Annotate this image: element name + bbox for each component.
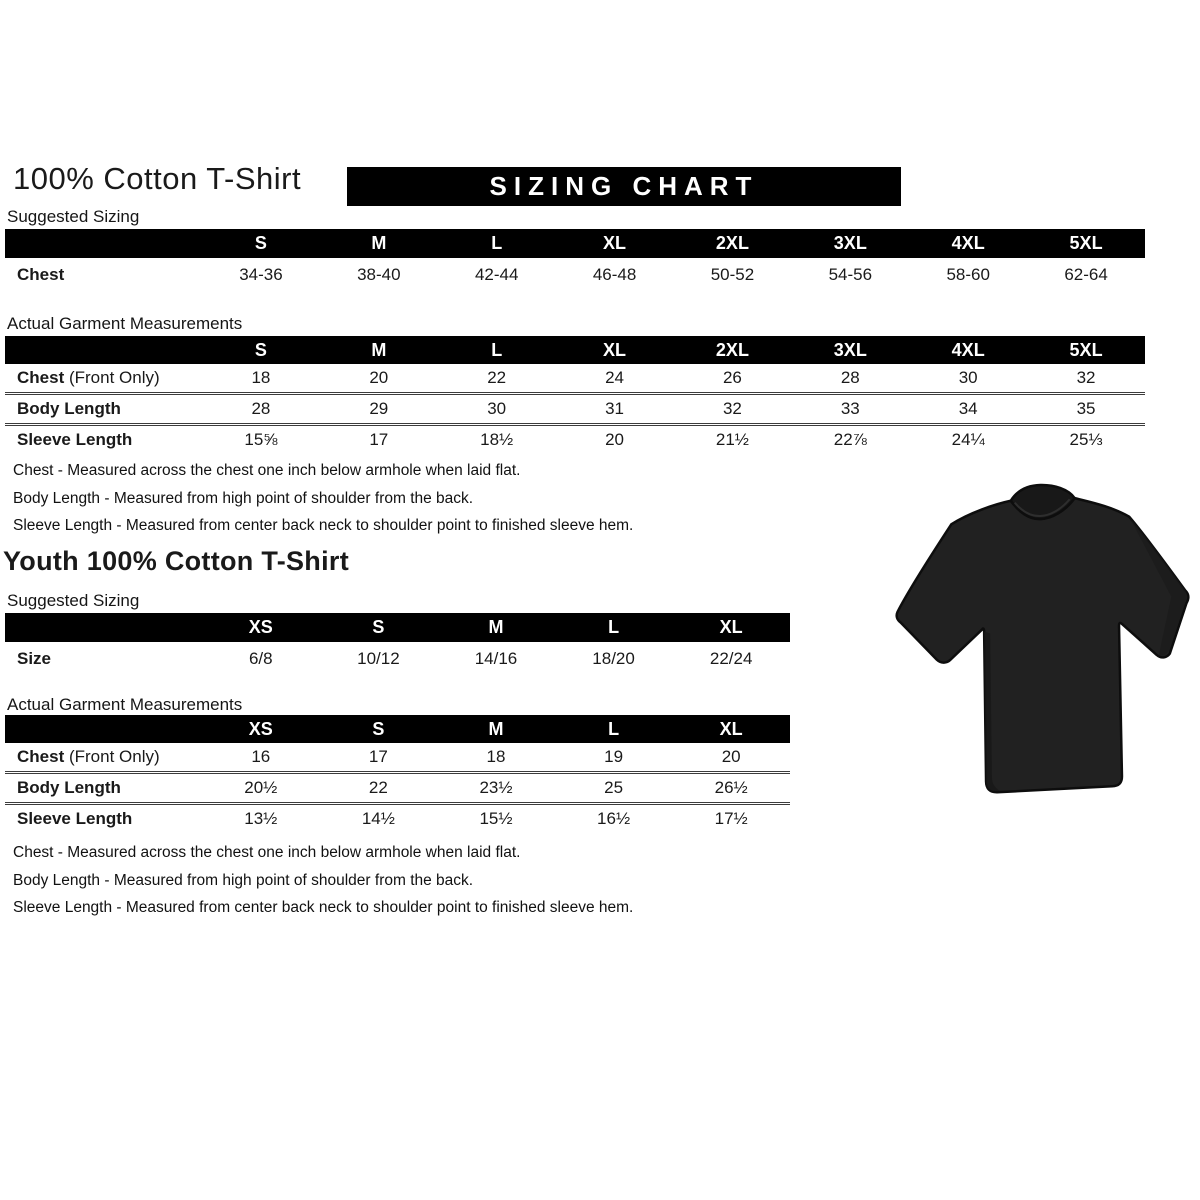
note-sleeve-length: Sleeve Length - Measured from center back neck to shoulder point to finished sleeve hem.: [13, 899, 634, 917]
table-row: [5, 258, 1145, 291]
table-row: [5, 743, 790, 771]
measurement-cell: 13½: [244, 809, 278, 828]
measurement-cell: 20½: [244, 778, 278, 797]
note-body-length: Body Length - Measured from high point of shoulder from the back.: [13, 871, 474, 889]
row-label: Chest: [17, 264, 65, 284]
youth-suggested-sizing-label: Suggested Sizing: [7, 591, 140, 610]
table-row: [5, 802, 790, 833]
measurement-cell: 62-64: [1064, 264, 1108, 284]
table-row: [5, 392, 1145, 423]
measurement-cell: 28: [251, 399, 271, 418]
measurement-cell: 30: [958, 368, 978, 387]
size-column-header: S: [372, 718, 385, 739]
note-chest: Chest - Measured across the chest one inch below armhole when laid flat.: [13, 844, 521, 861]
measurement-cell: 18: [486, 747, 506, 766]
measurement-cell: 18: [251, 368, 271, 387]
size-column-header: 4XL: [951, 233, 985, 253]
measurement-cell: 18/20: [592, 648, 635, 668]
size-column-header: S: [254, 339, 267, 360]
measurement-cell: 32: [1076, 368, 1096, 387]
measurement-cell: 18½: [480, 430, 514, 449]
row-label: Sleeve Length: [17, 430, 133, 449]
size-column-header: XS: [248, 617, 273, 637]
size-column-header: S: [254, 233, 267, 253]
youth-measurement-notes: [13, 839, 633, 922]
measurement-cell: 23½: [479, 778, 513, 797]
black-tshirt-image: [890, 480, 1195, 810]
size-column-header: 5XL: [1069, 233, 1103, 253]
measurement-cell: 50-52: [710, 264, 755, 284]
row-label: Chest (Front Only): [17, 368, 160, 387]
measurement-cell: 14½: [361, 809, 395, 828]
size-column-header: 2XL: [715, 233, 749, 253]
size-column-header: XL: [719, 617, 743, 637]
measurement-cell: 15½: [479, 809, 513, 828]
measurement-cell: 15⅝: [244, 430, 278, 449]
sizing-chart-banner: [347, 167, 901, 206]
measurement-cell: 20: [721, 747, 741, 766]
size-column-header: M: [371, 233, 387, 253]
row-label: Chest (Front Only): [17, 747, 160, 766]
size-column-header: M: [371, 339, 387, 360]
measurement-cell: 14/16: [474, 648, 518, 668]
row-label: Body Length: [17, 399, 121, 418]
measurement-cell: 22: [368, 778, 388, 797]
measurement-cell: 30: [487, 399, 507, 418]
measurement-cell: 22⅞: [833, 430, 867, 449]
size-column-header: XL: [603, 339, 627, 360]
page-title: 100% Cotton T-Shirt: [13, 161, 302, 196]
adult-actual-measurements-table: [5, 336, 1145, 454]
table-row: [5, 364, 1145, 392]
measurement-cell: 17½: [714, 809, 748, 828]
size-column-header: XS: [248, 718, 273, 739]
table-header-row: [5, 715, 790, 743]
note-chest: Chest - Measured across the chest one inch below armhole when laid flat.: [13, 462, 521, 479]
table-header-row: [5, 613, 790, 642]
row-label: Body Length: [17, 778, 121, 797]
table-header-row: [5, 229, 1145, 258]
measurement-cell: 25⅓: [1069, 430, 1103, 449]
measurement-cell: 10/12: [357, 648, 400, 668]
measurement-cell: 31: [605, 399, 625, 418]
adult-suggested-sizing-label: Suggested Sizing: [7, 207, 140, 226]
measurement-cell: 26½: [714, 778, 748, 797]
size-column-header: 2XL: [715, 339, 749, 360]
note-sleeve-length: Sleeve Length - Measured from center back neck to shoulder point to finished sleeve hem.: [13, 517, 634, 535]
youth-suggested-sizing-table: [5, 613, 790, 675]
size-column-header: S: [372, 617, 385, 637]
measurement-cell: 58-60: [946, 264, 990, 284]
measurement-cell: 35: [1076, 399, 1096, 418]
size-column-header: 3XL: [833, 339, 867, 360]
measurement-cell: 20: [369, 368, 389, 387]
measurement-cell: 16: [251, 747, 271, 766]
size-column-header: 5XL: [1069, 339, 1103, 360]
measurement-cell: 24¼: [951, 430, 985, 449]
measurement-cell: 22/24: [709, 648, 753, 668]
measurement-cell: 24: [605, 368, 625, 387]
adult-actual-measurements-label: Actual Garment Measurements: [7, 314, 243, 333]
measurement-cell: 19: [604, 747, 624, 766]
measurement-cell: 16½: [597, 809, 631, 828]
size-column-header: M: [488, 718, 504, 739]
measurement-cell: 28: [840, 368, 860, 387]
measurement-cell: 34-36: [239, 264, 283, 284]
measurement-cell: 46-48: [592, 264, 637, 284]
size-column-header: L: [608, 617, 620, 637]
measurement-cell: 26: [722, 368, 742, 387]
measurement-cell: 17: [368, 747, 388, 766]
tshirt-body-shape: [894, 495, 1194, 795]
adult-measurement-notes: [13, 457, 633, 540]
measurement-cell: 33: [840, 399, 860, 418]
measurement-cell: 32: [722, 399, 742, 418]
measurement-cell: 42-44: [474, 264, 519, 284]
table-header-row: [5, 336, 1145, 364]
size-column-header: XL: [719, 718, 743, 739]
measurement-cell: 54-56: [828, 264, 873, 284]
measurement-cell: 25: [604, 778, 624, 797]
youth-section-title: Youth 100% Cotton T-Shirt: [3, 546, 349, 576]
measurement-cell: 21½: [715, 430, 749, 449]
row-label: Size: [17, 648, 52, 668]
table-row: [5, 642, 790, 675]
row-label: Sleeve Length: [17, 809, 133, 828]
size-column-header: XL: [603, 233, 627, 253]
size-column-header: L: [491, 233, 503, 253]
sizing-chart-banner-text: SIZING CHART: [489, 171, 759, 201]
youth-actual-measurements-label: Actual Garment Measurements: [7, 695, 243, 714]
table-row: [5, 771, 790, 802]
size-column-header: L: [491, 339, 503, 360]
size-column-header: L: [608, 718, 620, 739]
size-column-header: M: [488, 617, 504, 637]
measurement-cell: 38-40: [357, 264, 401, 284]
measurement-cell: 29: [369, 399, 389, 418]
measurement-cell: 20: [605, 430, 625, 449]
size-column-header: 3XL: [833, 233, 867, 253]
note-body-length: Body Length - Measured from high point of shoulder from the back.: [13, 489, 474, 507]
size-column-header: 4XL: [951, 339, 985, 360]
measurement-cell: 6/8: [248, 648, 273, 668]
measurement-cell: 34: [958, 399, 978, 418]
measurement-cell: 22: [487, 368, 507, 387]
table-row: [5, 423, 1145, 454]
youth-actual-measurements-table: [5, 715, 790, 833]
adult-suggested-sizing-table: [5, 229, 1145, 291]
measurement-cell: 17: [369, 430, 389, 449]
